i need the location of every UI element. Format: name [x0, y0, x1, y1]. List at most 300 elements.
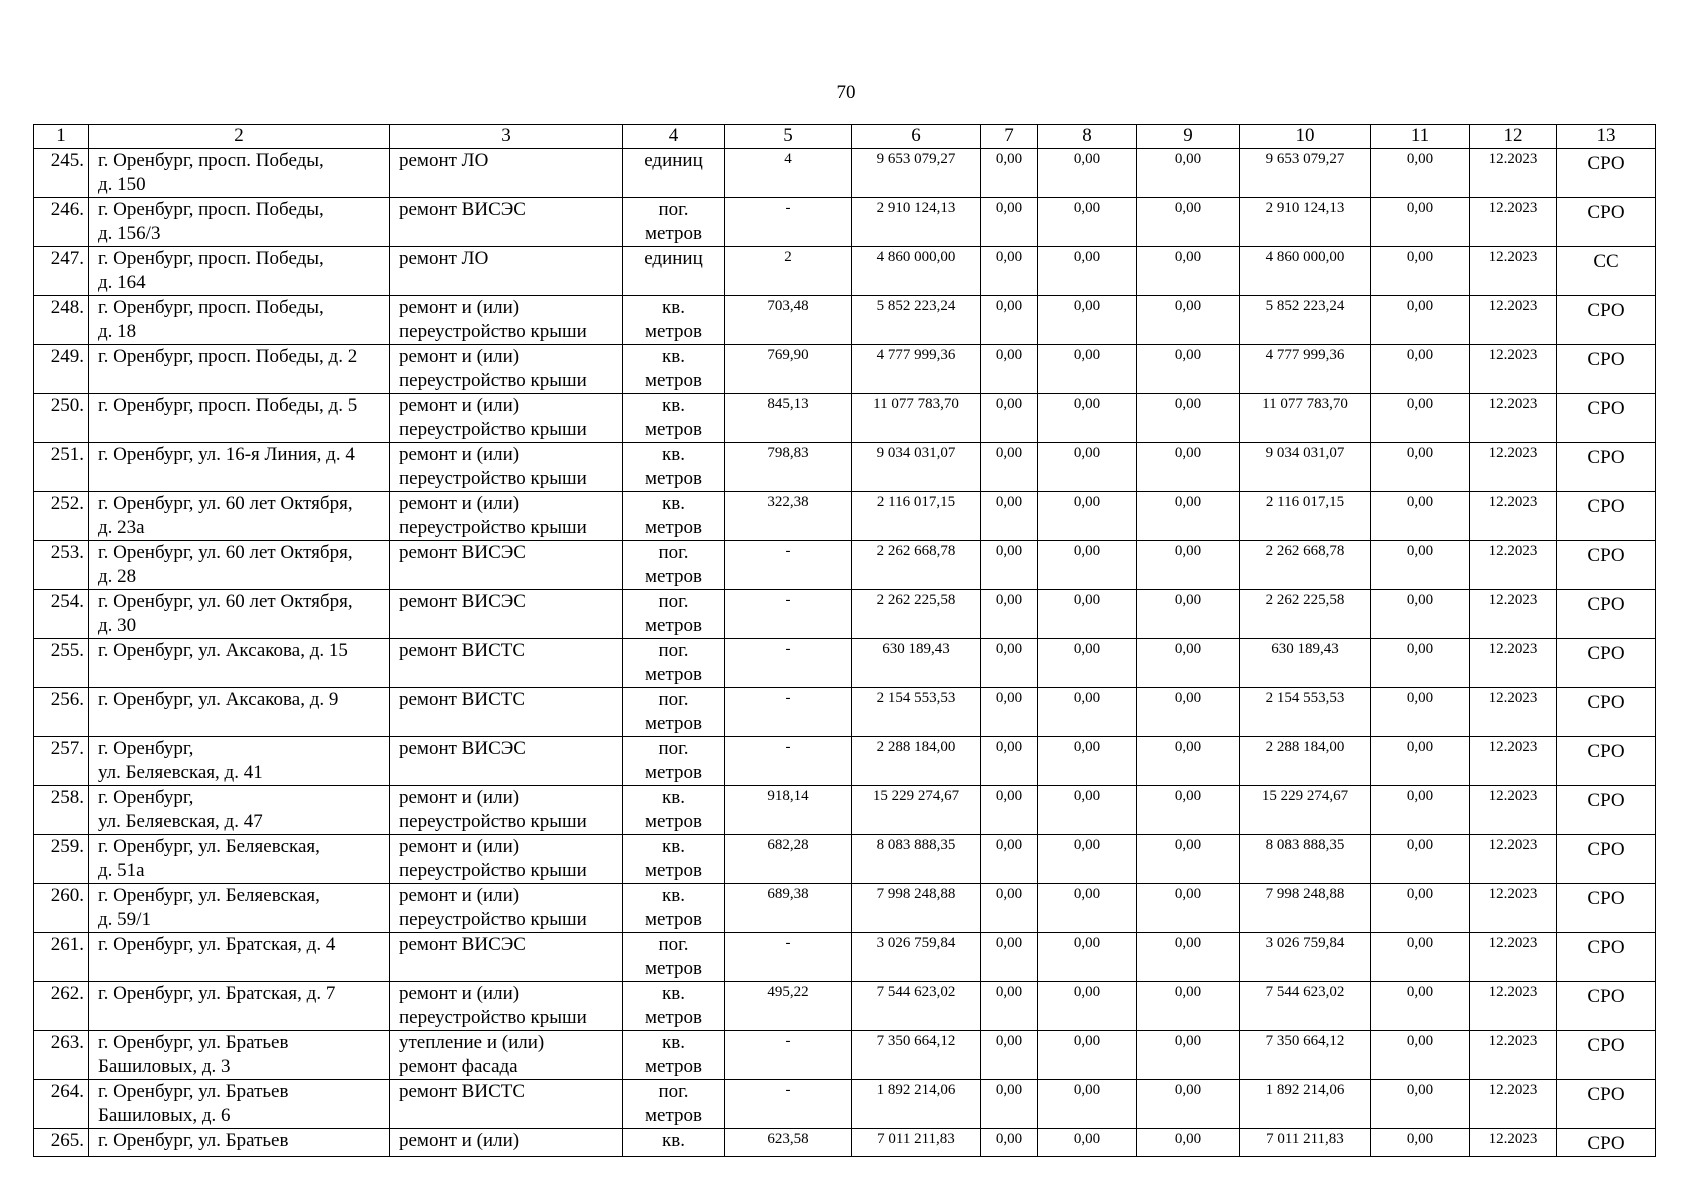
- col8-cell: [1038, 1031, 1137, 1080]
- column-header-8: 8: [1038, 125, 1137, 149]
- col7-cell: [981, 786, 1038, 835]
- col7-cell-text: 0,00: [995, 200, 1023, 216]
- col8-cell-text: 0,00: [1073, 739, 1101, 755]
- address-cell-text: г. Оренбург, ул. Братьев: [98, 1130, 289, 1151]
- col10-cell: [1240, 639, 1371, 688]
- col8-cell-text: 0,00: [1073, 690, 1101, 706]
- col10-cell-text: 2 288 184,00: [1265, 739, 1345, 755]
- page-number: 70: [836, 82, 856, 103]
- col10-cell-text: 630 189,43: [1271, 641, 1339, 657]
- col11-cell: [1371, 149, 1470, 198]
- col7-cell: [981, 1129, 1038, 1157]
- col8-cell-text: 0,00: [1073, 788, 1101, 804]
- quantity-cell: [725, 688, 852, 737]
- unit-cell: [623, 590, 725, 639]
- address-cell: [89, 1129, 390, 1157]
- work-type-cell-text: ремонт ВИСЭС: [399, 542, 526, 563]
- col10-cell-text: 9 034 031,07: [1265, 445, 1345, 461]
- col10-cell: [1240, 394, 1371, 443]
- unit-cell: [623, 884, 725, 933]
- total-cost-cell-text: 1 892 214,06: [876, 1082, 956, 1098]
- col11-cell: [1371, 933, 1470, 982]
- col9-cell: [1137, 884, 1240, 933]
- table-row: [34, 492, 1656, 541]
- row-number: [34, 737, 89, 786]
- col11-cell: [1371, 198, 1470, 247]
- total-cost-cell-text: 630 189,43: [882, 641, 950, 657]
- col7-cell: [981, 1080, 1038, 1129]
- address-cell: [89, 933, 390, 982]
- completion-date-cell: [1470, 541, 1557, 590]
- col8-cell-text: 0,00: [1073, 347, 1101, 363]
- unit-cell-text: пог. метров: [645, 199, 702, 244]
- col7-cell: [981, 492, 1038, 541]
- col11-cell-text: 0,00: [1406, 151, 1434, 167]
- col7-cell-text: 0,00: [995, 641, 1023, 657]
- address-cell-text: г. Оренбург, просп. Победы, д. 156/3: [98, 199, 324, 244]
- col7-cell-text: 0,00: [995, 396, 1023, 412]
- col7-cell: [981, 639, 1038, 688]
- work-type-cell-text: ремонт и (или) переустройство крыши: [399, 836, 587, 881]
- completion-date-cell-text: 12.2023: [1488, 396, 1538, 412]
- total-cost-cell: [852, 835, 981, 884]
- work-type-cell: [390, 982, 623, 1031]
- total-cost-cell-text: 4 860 000,00: [876, 249, 956, 265]
- work-type-cell-text: ремонт и (или) переустройство крыши: [399, 444, 587, 489]
- address-cell: [89, 149, 390, 198]
- col10-cell: [1240, 884, 1371, 933]
- total-cost-cell-text: 2 116 017,15: [876, 494, 956, 510]
- row-number: [34, 933, 89, 982]
- total-cost-cell-text: 7 350 664,12: [876, 1033, 956, 1049]
- col10-cell-text: 1 892 214,06: [1265, 1082, 1345, 1098]
- method-cell: [1557, 198, 1656, 247]
- col11-cell-text: 0,00: [1406, 739, 1434, 755]
- col9-cell: [1137, 1031, 1240, 1080]
- quantity-cell: [725, 198, 852, 247]
- col9-cell: [1137, 149, 1240, 198]
- quantity-cell: [725, 247, 852, 296]
- row-number: [34, 835, 89, 884]
- work-type-cell: [390, 1031, 623, 1080]
- work-type-cell-text: утепление и (или) ремонт фасада: [399, 1032, 545, 1077]
- table-row: [34, 1129, 1656, 1157]
- row-number: [34, 884, 89, 933]
- col11-cell: [1371, 345, 1470, 394]
- unit-cell: [623, 786, 725, 835]
- col8-cell: [1038, 933, 1137, 982]
- table-row: [34, 982, 1656, 1031]
- row-number-text: 262.: [50, 983, 84, 1004]
- method-cell: [1557, 443, 1656, 492]
- col11-cell: [1371, 541, 1470, 590]
- quantity-cell-text: 703,48: [767, 298, 809, 314]
- row-number-text: 263.: [50, 1032, 84, 1053]
- method-cell: [1557, 541, 1656, 590]
- quantity-cell-text: -: [785, 200, 791, 216]
- quantity-cell-text: 4: [784, 151, 792, 167]
- total-cost-cell: [852, 443, 981, 492]
- col7-cell-text: 0,00: [995, 886, 1023, 902]
- col10-cell: [1240, 247, 1371, 296]
- col10-cell-text: 7 011 211,83: [1266, 1131, 1344, 1147]
- col11-cell-text: 0,00: [1406, 494, 1434, 510]
- col7-cell-text: 0,00: [995, 984, 1023, 1000]
- row-number: [34, 198, 89, 247]
- col10-cell: [1240, 933, 1371, 982]
- quantity-cell: [725, 982, 852, 1031]
- quantity-cell: [725, 394, 852, 443]
- col7-cell: [981, 1031, 1038, 1080]
- col11-cell-text: 0,00: [1406, 886, 1434, 902]
- address-cell: [89, 443, 390, 492]
- col11-cell: [1371, 492, 1470, 541]
- row-number: [34, 394, 89, 443]
- col11-cell-text: 0,00: [1406, 445, 1434, 461]
- col10-cell-text: 7 544 623,02: [1265, 984, 1345, 1000]
- unit-cell: [623, 933, 725, 982]
- row-number-text: 252.: [50, 493, 84, 514]
- col8-cell: [1038, 835, 1137, 884]
- quantity-cell: [725, 492, 852, 541]
- col8-cell: [1038, 443, 1137, 492]
- col8-cell-text: 0,00: [1073, 935, 1101, 951]
- address-cell-text: г. Оренбург, просп. Победы, д. 5: [98, 395, 358, 416]
- col8-cell: [1038, 884, 1137, 933]
- work-type-cell: [390, 149, 623, 198]
- work-type-cell: [390, 639, 623, 688]
- completion-date-cell-text: 12.2023: [1488, 984, 1538, 1000]
- quantity-cell-text: -: [785, 543, 791, 559]
- col7-cell: [981, 835, 1038, 884]
- completion-date-cell: [1470, 639, 1557, 688]
- col11-cell-text: 0,00: [1406, 837, 1434, 853]
- row-number: [34, 296, 89, 345]
- table-row: [34, 149, 1656, 198]
- col8-cell: [1038, 1129, 1137, 1157]
- col11-cell-text: 0,00: [1406, 984, 1434, 1000]
- work-type-cell-text: ремонт и (или) переустройство крыши: [399, 787, 587, 832]
- work-type-cell-text: ремонт и (или) переустройство крыши: [399, 983, 587, 1028]
- col10-cell-text: 2 262 668,78: [1265, 543, 1345, 559]
- table-row: [34, 639, 1656, 688]
- method-cell: [1557, 835, 1656, 884]
- address-cell-text: г. Оренбург, просп. Победы, д. 18: [98, 297, 324, 342]
- col9-cell: [1137, 443, 1240, 492]
- method-cell: [1557, 394, 1656, 443]
- col7-cell-text: 0,00: [995, 788, 1023, 804]
- address-cell: [89, 198, 390, 247]
- method-cell-text: СРО: [1587, 349, 1625, 370]
- table-row: [34, 394, 1656, 443]
- unit-cell-text: кв. метров: [645, 983, 702, 1028]
- work-type-cell-text: ремонт и (или) переустройство крыши: [399, 493, 587, 538]
- address-cell-text: г. Оренбург, ул. Братьев Башиловых, д. 3: [98, 1032, 289, 1077]
- quantity-cell: [725, 737, 852, 786]
- address-cell: [89, 394, 390, 443]
- col8-cell: [1038, 982, 1137, 1031]
- work-type-cell: [390, 737, 623, 786]
- unit-cell-text: единиц: [644, 150, 703, 171]
- completion-date-cell-text: 12.2023: [1488, 739, 1538, 755]
- col8-cell-text: 0,00: [1073, 249, 1101, 265]
- col8-cell-text: 0,00: [1073, 298, 1101, 314]
- total-cost-cell-text: 7 011 211,83: [877, 1131, 955, 1147]
- col8-cell: [1038, 590, 1137, 639]
- total-cost-cell: [852, 247, 981, 296]
- row-number-text: 253.: [50, 542, 84, 563]
- unit-cell-text: кв. метров: [645, 444, 702, 489]
- total-cost-cell-text: 2 288 184,00: [876, 739, 956, 755]
- total-cost-cell: [852, 1080, 981, 1129]
- address-cell-text: г. Оренбург, ул. Братская, д. 4: [98, 934, 336, 955]
- col9-cell-text: 0,00: [1174, 739, 1202, 755]
- row-number: [34, 688, 89, 737]
- quantity-cell: [725, 639, 852, 688]
- total-cost-cell: [852, 541, 981, 590]
- col7-cell: [981, 737, 1038, 786]
- total-cost-cell: [852, 296, 981, 345]
- unit-cell: [623, 296, 725, 345]
- col10-cell: [1240, 737, 1371, 786]
- method-cell-text: СРО: [1587, 447, 1625, 468]
- method-cell-text: СРО: [1587, 202, 1625, 223]
- unit-cell: [623, 639, 725, 688]
- row-number: [34, 590, 89, 639]
- unit-cell-text: кв.: [662, 1130, 685, 1151]
- address-cell: [89, 639, 390, 688]
- table-row: [34, 198, 1656, 247]
- quantity-cell-text: -: [785, 739, 791, 755]
- table-row: [34, 835, 1656, 884]
- quantity-cell-text: 845,13: [767, 396, 809, 412]
- table-row: [34, 541, 1656, 590]
- col9-cell: [1137, 541, 1240, 590]
- completion-date-cell-text: 12.2023: [1488, 249, 1538, 265]
- unit-cell-text: пог. метров: [645, 1081, 702, 1126]
- quantity-cell-text: 322,38: [767, 494, 809, 510]
- unit-cell-text: кв. метров: [645, 493, 702, 538]
- col10-cell-text: 2 910 124,13: [1265, 200, 1345, 216]
- row-number-text: 258.: [50, 787, 84, 808]
- work-type-cell: [390, 394, 623, 443]
- table-row: [34, 443, 1656, 492]
- address-cell-text: г. Оренбург, ул. Беляевская, д. 47: [98, 787, 263, 832]
- completion-date-cell-text: 12.2023: [1488, 1082, 1538, 1098]
- col9-cell-text: 0,00: [1174, 543, 1202, 559]
- work-type-cell: [390, 541, 623, 590]
- unit-cell-text: пог. метров: [645, 591, 702, 636]
- quantity-cell: [725, 149, 852, 198]
- col8-cell: [1038, 541, 1137, 590]
- work-type-cell-text: ремонт ВИСЭС: [399, 934, 526, 955]
- col11-cell-text: 0,00: [1406, 396, 1434, 412]
- method-cell-text: СРО: [1587, 986, 1625, 1007]
- table-row: [34, 737, 1656, 786]
- col11-cell: [1371, 247, 1470, 296]
- address-cell-text: г. Оренбург, ул. 60 лет Октября, д. 23а: [98, 493, 353, 538]
- col10-cell: [1240, 443, 1371, 492]
- completion-date-cell-text: 12.2023: [1488, 494, 1538, 510]
- col8-cell: [1038, 1080, 1137, 1129]
- col10-cell-text: 15 229 274,67: [1261, 788, 1349, 804]
- column-header-2: 2: [89, 125, 390, 149]
- col11-cell: [1371, 1129, 1470, 1157]
- unit-cell: [623, 345, 725, 394]
- work-type-cell: [390, 884, 623, 933]
- method-cell-text: СРО: [1587, 839, 1625, 860]
- col7-cell-text: 0,00: [995, 1082, 1023, 1098]
- total-cost-cell-text: 7 998 248,88: [876, 886, 956, 902]
- col9-cell-text: 0,00: [1174, 347, 1202, 363]
- col11-cell: [1371, 590, 1470, 639]
- work-type-cell: [390, 492, 623, 541]
- col9-cell-text: 0,00: [1174, 690, 1202, 706]
- method-cell-text: СРО: [1587, 153, 1625, 174]
- col8-cell-text: 0,00: [1073, 200, 1101, 216]
- unit-cell-text: единиц: [644, 248, 703, 269]
- col7-cell-text: 0,00: [995, 1131, 1023, 1147]
- address-cell-text: г. Оренбург, просп. Победы, д. 150: [98, 150, 324, 195]
- unit-cell-text: кв. метров: [645, 787, 702, 832]
- col7-cell-text: 0,00: [995, 935, 1023, 951]
- work-type-cell: [390, 1129, 623, 1157]
- col9-cell-text: 0,00: [1174, 837, 1202, 853]
- completion-date-cell: [1470, 149, 1557, 198]
- unit-cell: [623, 1031, 725, 1080]
- quantity-cell-text: -: [785, 1082, 791, 1098]
- completion-date-cell: [1470, 688, 1557, 737]
- column-header-13: 13: [1557, 125, 1656, 149]
- col7-cell-text: 0,00: [995, 249, 1023, 265]
- work-type-cell-text: ремонт и (или) переустройство крыши: [399, 346, 587, 391]
- quantity-cell-text: -: [785, 641, 791, 657]
- completion-date-cell: [1470, 394, 1557, 443]
- col8-cell: [1038, 149, 1137, 198]
- total-cost-cell-text: 11 077 783,70: [873, 396, 959, 412]
- col9-cell: [1137, 786, 1240, 835]
- col11-cell: [1371, 296, 1470, 345]
- unit-cell-text: пог. метров: [645, 640, 702, 685]
- work-type-cell: [390, 688, 623, 737]
- unit-cell-text: кв. метров: [645, 395, 702, 440]
- col10-cell: [1240, 835, 1371, 884]
- method-cell: [1557, 982, 1656, 1031]
- col9-cell-text: 0,00: [1174, 984, 1202, 1000]
- unit-cell-text: кв. метров: [645, 297, 702, 342]
- row-number: [34, 149, 89, 198]
- col7-cell: [981, 884, 1038, 933]
- unit-cell: [623, 1080, 725, 1129]
- col7-cell: [981, 296, 1038, 345]
- total-cost-cell: [852, 345, 981, 394]
- unit-cell: [623, 443, 725, 492]
- completion-date-cell: [1470, 247, 1557, 296]
- col11-cell: [1371, 786, 1470, 835]
- col9-cell: [1137, 492, 1240, 541]
- method-cell: [1557, 884, 1656, 933]
- col11-cell-text: 0,00: [1406, 200, 1434, 216]
- row-number-text: 251.: [50, 444, 84, 465]
- col9-cell: [1137, 394, 1240, 443]
- quantity-cell: [725, 1031, 852, 1080]
- address-cell: [89, 1080, 390, 1129]
- col10-cell-text: 7 350 664,12: [1265, 1033, 1345, 1049]
- col7-cell: [981, 590, 1038, 639]
- unit-cell-text: кв. метров: [645, 836, 702, 881]
- row-number-text: 250.: [50, 395, 84, 416]
- col9-cell: [1137, 590, 1240, 639]
- column-header-5: 5: [725, 125, 852, 149]
- completion-date-cell-text: 12.2023: [1488, 837, 1538, 853]
- method-cell-text: СРО: [1587, 496, 1625, 517]
- address-cell: [89, 737, 390, 786]
- completion-date-cell-text: 12.2023: [1488, 690, 1538, 706]
- address-cell: [89, 982, 390, 1031]
- table-row: [34, 247, 1656, 296]
- col10-cell-text: 2 116 017,15: [1265, 494, 1345, 510]
- completion-date-cell: [1470, 296, 1557, 345]
- col7-cell-text: 0,00: [995, 151, 1023, 167]
- row-number-text: 248.: [50, 297, 84, 318]
- row-number-text: 265.: [50, 1130, 84, 1151]
- method-cell-text: СС: [1593, 251, 1619, 272]
- address-cell-text: г. Оренбург, просп. Победы, д. 2: [98, 346, 358, 367]
- col10-cell-text: 4 777 999,36: [1265, 347, 1345, 363]
- work-type-cell: [390, 345, 623, 394]
- completion-date-cell: [1470, 1129, 1557, 1157]
- col11-cell-text: 0,00: [1406, 1131, 1434, 1147]
- col10-cell-text: 7 998 248,88: [1265, 886, 1345, 902]
- total-cost-cell-text: 2 154 553,53: [876, 690, 956, 706]
- quantity-cell: [725, 835, 852, 884]
- completion-date-cell: [1470, 345, 1557, 394]
- col11-cell: [1371, 394, 1470, 443]
- col8-cell-text: 0,00: [1073, 151, 1101, 167]
- row-number-text: 261.: [50, 934, 84, 955]
- column-header-6: 6: [852, 125, 981, 149]
- col8-cell-text: 0,00: [1073, 1033, 1101, 1049]
- col10-cell: [1240, 345, 1371, 394]
- col8-cell: [1038, 198, 1137, 247]
- column-header-10: 10: [1240, 125, 1371, 149]
- col10-cell: [1240, 1129, 1371, 1157]
- col7-cell: [981, 394, 1038, 443]
- address-cell: [89, 590, 390, 639]
- col10-cell: [1240, 1080, 1371, 1129]
- col8-cell-text: 0,00: [1073, 886, 1101, 902]
- col9-cell-text: 0,00: [1174, 1131, 1202, 1147]
- col8-cell: [1038, 737, 1137, 786]
- work-type-cell-text: ремонт ВИСТС: [399, 640, 526, 661]
- col11-cell: [1371, 737, 1470, 786]
- col10-cell: [1240, 688, 1371, 737]
- unit-cell-text: пог. метров: [645, 689, 702, 734]
- method-cell: [1557, 1031, 1656, 1080]
- col9-cell-text: 0,00: [1174, 298, 1202, 314]
- quantity-cell-text: -: [785, 690, 791, 706]
- col7-cell-text: 0,00: [995, 1033, 1023, 1049]
- completion-date-cell-text: 12.2023: [1488, 298, 1538, 314]
- col9-cell-text: 0,00: [1174, 592, 1202, 608]
- method-cell-text: СРО: [1587, 741, 1625, 762]
- col8-cell: [1038, 345, 1137, 394]
- work-type-cell-text: ремонт ВИСЭС: [399, 738, 526, 759]
- total-cost-cell: [852, 198, 981, 247]
- row-number-text: 249.: [50, 346, 84, 367]
- unit-cell: [623, 835, 725, 884]
- completion-date-cell: [1470, 590, 1557, 639]
